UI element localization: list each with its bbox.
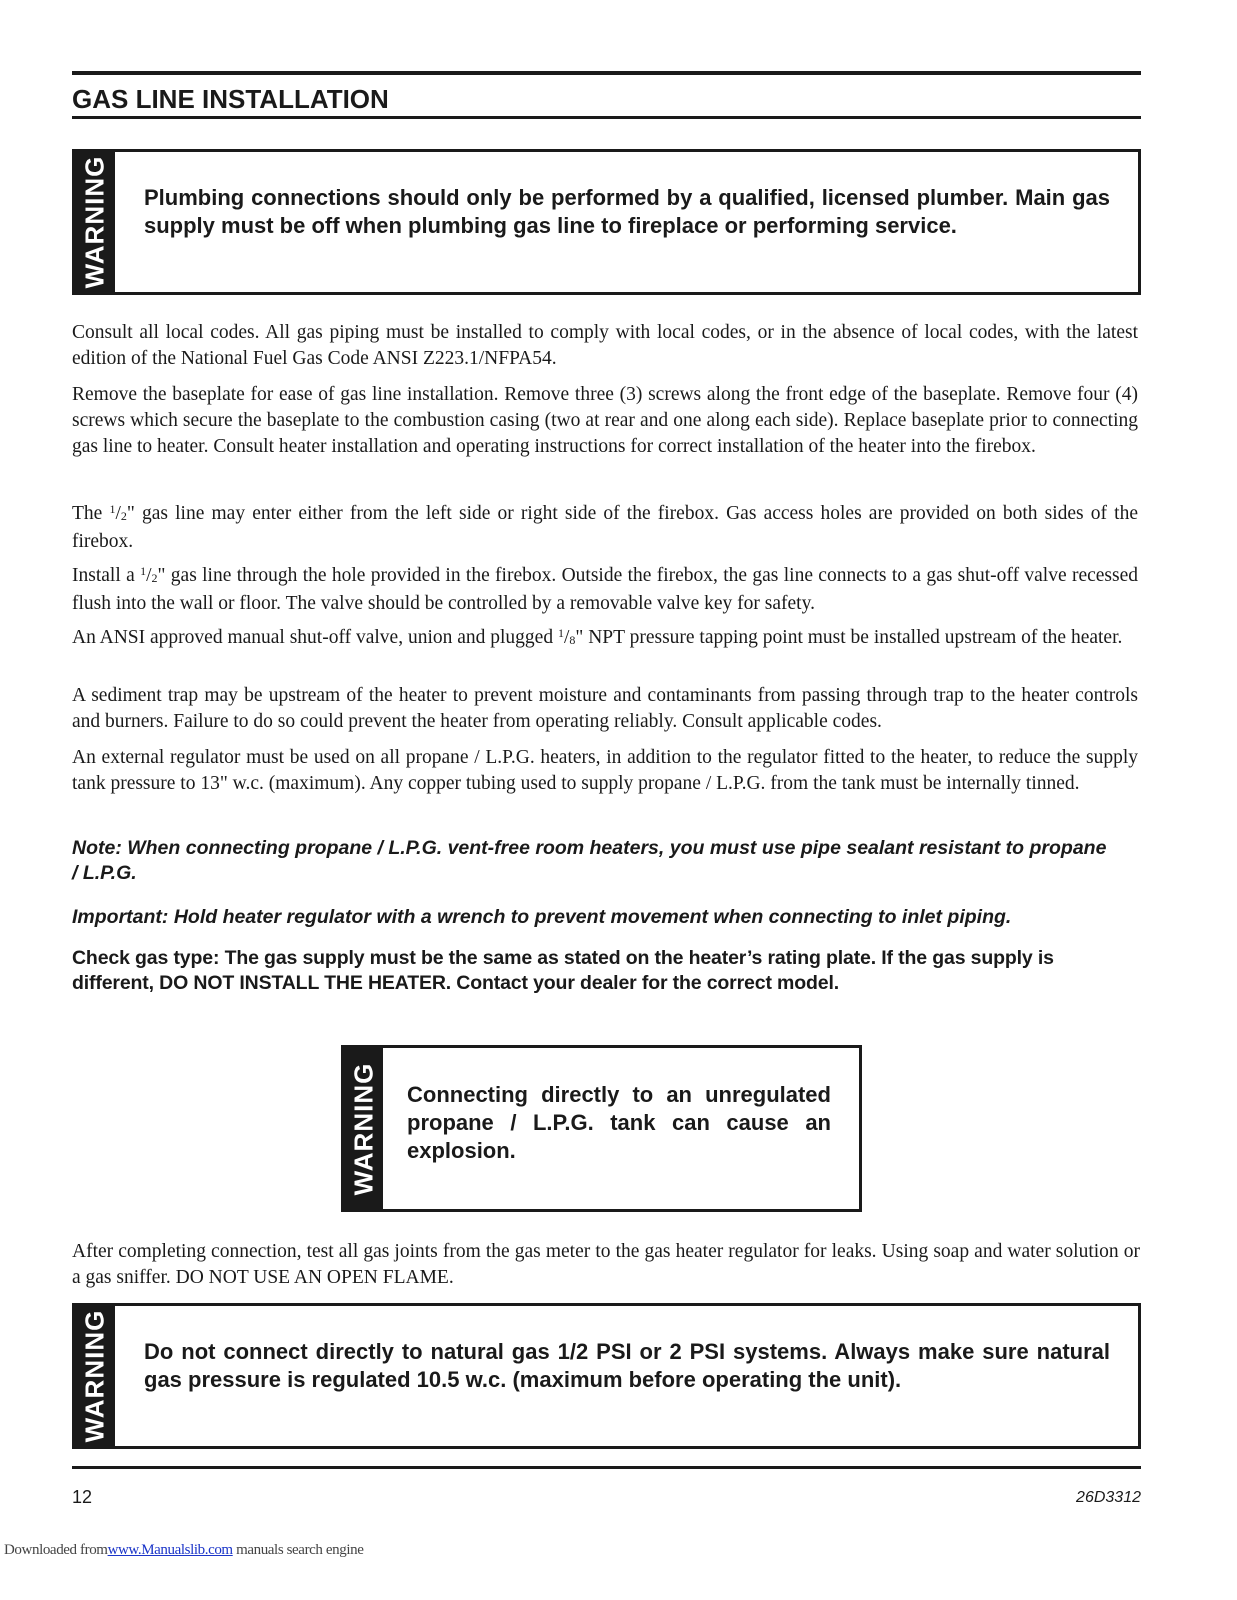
note-hold-regulator: Important: Hold heater regulator with a wrench to prevent movement when connecting to inlet piping. — [72, 906, 1012, 928]
warning-tab — [75, 1306, 115, 1446]
warning-message: Plumbing connections should only be performed by a qualified, licensed plumber. Main gas supply must be off when plumbing gas line to fireplace or performing service. — [144, 185, 1110, 238]
download-suffix: manuals search engine — [236, 1542, 364, 1558]
fraction-denominator: 8 — [569, 633, 576, 647]
paragraph-text: Install a — [72, 565, 135, 586]
fraction-denominator: 2 — [151, 571, 158, 585]
fraction-numerator: 1 — [140, 564, 147, 578]
paragraph-text: " NPT pressure tapping point must be installed upstream of the heater. — [575, 627, 1123, 648]
paragraph-text: " gas line may enter either from the left side or right side of the firebox. Gas access holes are provided on both sides of the firebox. — [72, 503, 1138, 552]
paragraph-shutoff-valve — [72, 620, 1138, 653]
fraction-denominator: 2 — [120, 509, 127, 523]
page-title: GAS LINE INSTALLATION — [72, 84, 389, 114]
warning-tab — [75, 152, 115, 292]
document-code: 26D3312 — [1076, 1489, 1141, 1506]
paragraph-external-regulator: An external regulator must be used on all propane / L.P.G. heaters, in addition to the regulator fitted to the heater, to reduce the supply tank pressure to 13" w.c. (maximum). Any copper tubing used to supply propane / L.P.G. from the tank must be internally tinned. — [72, 747, 1138, 794]
download-banner — [4, 1542, 363, 1559]
paragraph-baseplate: Remove the baseplate for ease of gas line installation. Remove three (3) screws along the front edge of the baseplate. Remove four (4) screws which secure the baseplate to the combustion casing (two at rear and one along each side). Replace baseplate prior to connecting gas line to heater. Consult heater installation and operating instructions for correct installation of the heater into the firebox. — [72, 384, 1138, 457]
paragraph-local-codes: Consult all local codes. All gas piping must be installed to comply with local codes, or in the absence of local codes, with the latest edition of the National Fuel Gas Code ANSI Z223.1/NFPA54. — [72, 322, 1138, 369]
download-prefix: Downloaded from — [4, 1542, 108, 1558]
paragraph-install-gas-line — [72, 558, 1138, 617]
fraction-eighth: $^1/_8$ — [557, 626, 576, 648]
note-pipe-sealant: Note: When connecting propane / L.P.G. vent-free room heaters, you must use pipe sealant resistant to propane / L.P.G. — [72, 837, 1107, 884]
paragraph-sediment-trap: A sediment trap may be upstream of the heater to prevent moisture and contaminants from passing through trap to the heater controls and burners. Failure to do so could prevent the heater from operating reliably. Consult applicable codes. — [72, 685, 1138, 732]
paragraph-text: An ANSI approved manual shut-off valve, union and plugged — [72, 627, 554, 648]
note-check-gas-type: Check gas type: The gas supply must be the same as stated on the heater’s rating plate. If the gas supply is different, DO NOT INSTALL THE HEATER. Contact your dealer for the correct model. — [72, 947, 1054, 994]
warning-box-unregulated-tank — [341, 1045, 862, 1212]
paragraph-text: The — [72, 503, 103, 524]
top-rule — [72, 71, 1141, 75]
warning-tab — [344, 1048, 383, 1209]
heading-rule — [72, 116, 1141, 119]
footer-rule — [72, 1466, 1141, 1469]
paragraph-gas-line-entry — [72, 496, 1138, 555]
warning-label: WARNING — [79, 1309, 110, 1443]
fraction-numerator: 1 — [557, 626, 564, 640]
warning-message: Connecting directly to an unregulated propane / L.P.G. tank can cause an explosion. — [407, 1082, 831, 1163]
warning-box-natural-gas — [72, 1303, 1141, 1449]
fraction-half: $^1/_2$ — [140, 564, 158, 586]
warning-box-plumbing — [72, 149, 1141, 295]
manualslib-link[interactable]: www.Manualslib.com — [107, 1542, 233, 1558]
fraction-half: $^1/_2$ — [109, 502, 127, 524]
warning-label: WARNING — [79, 155, 110, 289]
warning-message: Do not connect directly to natural gas 1/2 PSI or 2 PSI systems. Always make sure natural gas pressure is regulated 10.5 w.c. (maximum before operating the unit). — [144, 1339, 1110, 1392]
fraction-numerator: 1 — [109, 502, 116, 516]
warning-label: WARNING — [348, 1062, 378, 1195]
paragraph-text: " gas line through the hole provided in the firebox. Outside the firebox, the gas line connects to a gas shut-off valve recessed flush into the wall or floor. The valve should be controlled by a removable valve key for safety. — [72, 565, 1138, 614]
paragraph-leak-test: After completing connection, test all gas joints from the gas meter to the gas heater regulator for leaks. Using soap and water solution or a gas sniffer. DO NOT USE AN OPEN FLAME. — [72, 1241, 1140, 1288]
page-number: 12 — [72, 1487, 93, 1507]
